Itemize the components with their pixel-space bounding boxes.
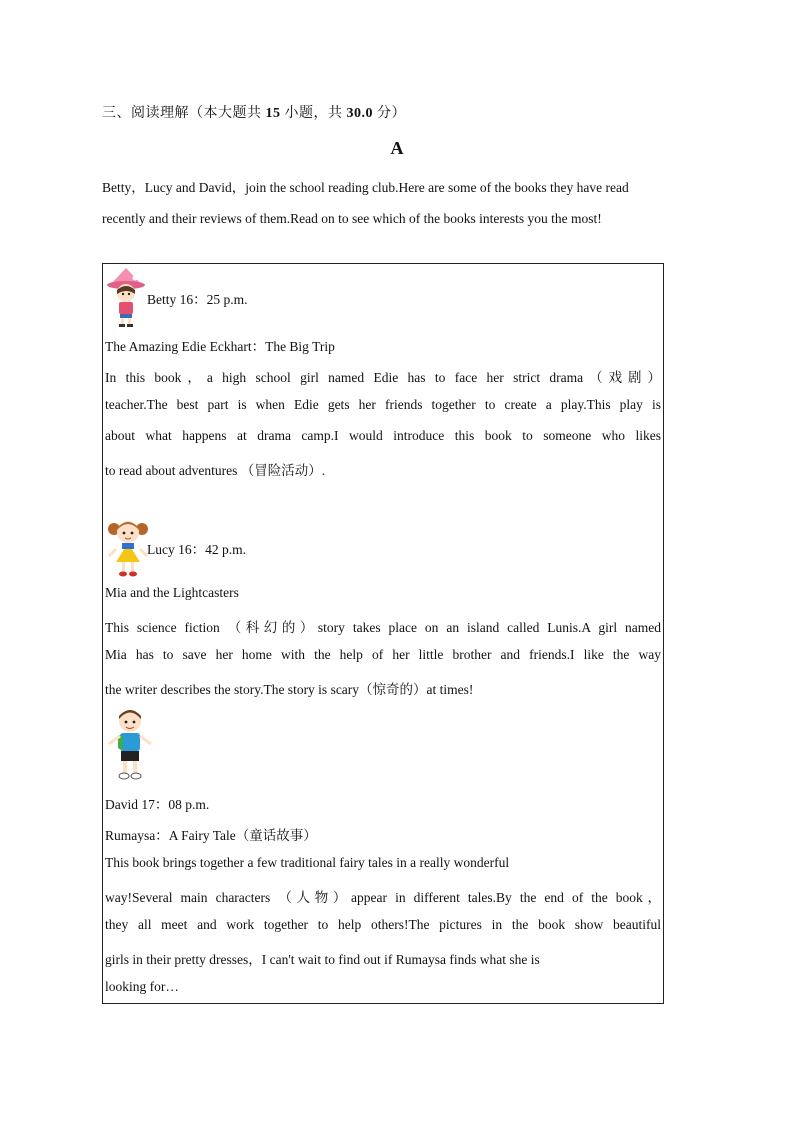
lucy-book-title: Mia and the Lightcasters — [105, 585, 239, 600]
intro-paragraph — [102, 172, 662, 234]
david-review-line: way!Several main characters （人物）appear in different tales.By the end of the book， — [105, 890, 661, 905]
review-box — [102, 263, 664, 1004]
lucy-review-line: Mia has to save her home with the help of her little brother and friends.I like the way — [105, 647, 661, 662]
passage-letter: A — [390, 138, 404, 158]
lucy-review-line: the writer describes the story.The story is scary（惊奇的）at times! — [105, 682, 474, 697]
section-title-middle: 小题，共 — [280, 106, 347, 121]
david-book-title: Rumaysa：A Fairy Tale（童话故事） — [105, 828, 317, 843]
question-count: 15 — [265, 106, 281, 121]
betty-review-line: teacher.The best part is when Edie gets her friends together to create a play.This play is — [105, 397, 661, 412]
david-review-line: looking for… — [105, 979, 179, 994]
intro-line: Betty，Lucy and David，join the school reading club.Here are some of the books they have read — [102, 180, 629, 195]
david-review-header: David 17：08 p.m. — [105, 797, 210, 812]
girl-yellow-dress-avatar-icon — [105, 516, 151, 578]
boy-green-backpack-avatar-icon — [105, 706, 155, 782]
david-review-line: This book brings together a few traditional fairy tales in a really wonderful — [105, 855, 510, 870]
total-score: 30.0 — [346, 106, 373, 121]
betty-review-line: to read about adventures （冒险活动）. — [105, 463, 326, 478]
david-review-line: girls in their pretty dresses，I can't wait to find out if Rumaysa finds what she is — [105, 952, 540, 967]
section-title-suffix: 分） — [373, 106, 406, 121]
section-title — [102, 102, 406, 122]
lucy-review-line: This science fiction （科幻的）story takes place on an island called Lunis.A girl named — [105, 620, 661, 635]
betty-book-title: The Amazing Edie Eckhart：The Big Trip — [105, 339, 335, 354]
intro-line: recently and their reviews of them.Read on to see which of the books interests you the most! — [102, 211, 602, 226]
lucy-review-header: Lucy 16：42 p.m. — [147, 542, 246, 557]
david-review-line: they all meet and work together to help others!The pictures in the book show beautiful — [105, 917, 661, 932]
betty-review-line: In this book，a high school girl named Edie has to face her strict drama（戏剧） — [105, 370, 661, 385]
betty-review-line: about what happens at drama camp.I would introduce this book to someone who likes — [105, 428, 661, 443]
girl-pink-hat-avatar-icon — [105, 266, 147, 328]
section-title-prefix: 三、阅读理解（本大题共 — [102, 106, 266, 121]
betty-review-header: Betty 16：25 p.m. — [147, 292, 248, 307]
